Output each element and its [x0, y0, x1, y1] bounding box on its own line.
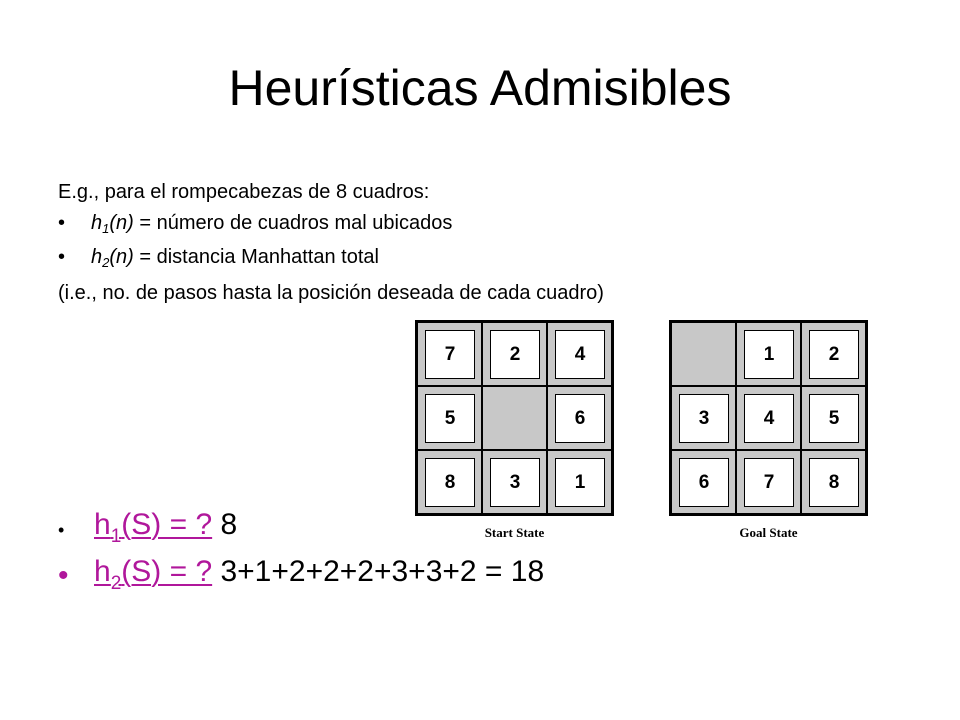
note-text: (i.e., no. de pasos hasta la posición deseada de cada cuadro)	[58, 282, 604, 304]
h2-function: h	[91, 246, 103, 268]
goal-state-cell	[801, 322, 866, 386]
goal-state-tile: 8	[809, 458, 859, 507]
start-state-tile: 5	[425, 394, 475, 443]
answer-h2	[94, 554, 545, 594]
start-state-tile: 3	[490, 458, 540, 507]
h1-description: = número de cuadros mal ubicados	[133, 212, 453, 234]
goal-state-tile: 7	[744, 458, 794, 507]
start-state-board	[415, 320, 614, 516]
start-state-cell	[417, 386, 482, 450]
goal-state-caption: Goal State	[739, 525, 798, 540]
answer-h2-query: (S) = ?	[121, 555, 213, 588]
goal-state-tile: 5	[809, 394, 859, 443]
start-state-cell	[547, 386, 612, 450]
h1-argument: (n)	[109, 212, 134, 234]
goal-state-cell	[671, 450, 736, 514]
start-state-tile: 8	[425, 458, 475, 507]
answer-h1	[94, 507, 238, 547]
start-state-caption: Start State	[484, 525, 545, 540]
start-state-cell	[417, 450, 482, 514]
intro-text: E.g., para el rompecabezas de 8 cuadros:	[58, 181, 430, 203]
goal-state-cell	[801, 386, 866, 450]
bullet-2-marker: •	[58, 246, 66, 268]
goal-state-cell	[736, 386, 801, 450]
goal-state-board	[669, 320, 868, 516]
answer-h2-link[interactable]	[94, 555, 213, 594]
bullet-h1	[91, 211, 452, 235]
answer-h2-subscript: 2	[110, 573, 122, 594]
start-state-tile: 1	[555, 458, 605, 507]
start-state-cell	[417, 322, 482, 386]
answer-h2-value: 3+1+2+2+2+3+3+2 = 18	[212, 555, 545, 588]
goal-state-tile: 4	[744, 394, 794, 443]
goal-state-tile: 2	[809, 330, 859, 379]
start-state-cell	[547, 322, 612, 386]
h1-subscript: 1	[102, 221, 110, 236]
bullet-h2	[91, 245, 379, 269]
answer-h1-link[interactable]	[94, 508, 213, 547]
start-state-cell	[482, 322, 547, 386]
goal-state-cell	[736, 322, 801, 386]
answer-2-marker: •	[58, 559, 69, 592]
goal-state-tile: 6	[679, 458, 729, 507]
goal-state-blank-cell	[671, 322, 736, 386]
start-state-tile: 7	[425, 330, 475, 379]
answer-h1-query: (S) = ?	[121, 508, 213, 541]
answer-1-marker: •	[58, 520, 65, 540]
answer-h2-function: h	[94, 555, 111, 588]
goal-state-tile: 1	[744, 330, 794, 379]
h1-function: h	[91, 212, 103, 234]
answer-h1-value: 8	[212, 508, 238, 541]
h2-argument: (n)	[109, 246, 134, 268]
goal-state-cell	[671, 386, 736, 450]
bullet-1-marker: •	[58, 212, 66, 234]
goal-state-cell	[736, 450, 801, 514]
start-state-cell	[482, 450, 547, 514]
answer-h1-function: h	[94, 508, 111, 541]
start-state-tile: 2	[490, 330, 540, 379]
h2-subscript: 2	[102, 255, 110, 270]
slide-title: Heurísticas Admisibles	[228, 60, 732, 116]
start-state-tile: 4	[555, 330, 605, 379]
goal-state-tile: 3	[679, 394, 729, 443]
start-state-tile: 6	[555, 394, 605, 443]
answer-h1-subscript: 1	[110, 526, 122, 547]
start-state-cell	[547, 450, 612, 514]
h2-description: = distancia Manhattan total	[133, 246, 379, 268]
goal-state-cell	[801, 450, 866, 514]
start-state-blank-cell	[482, 386, 547, 450]
